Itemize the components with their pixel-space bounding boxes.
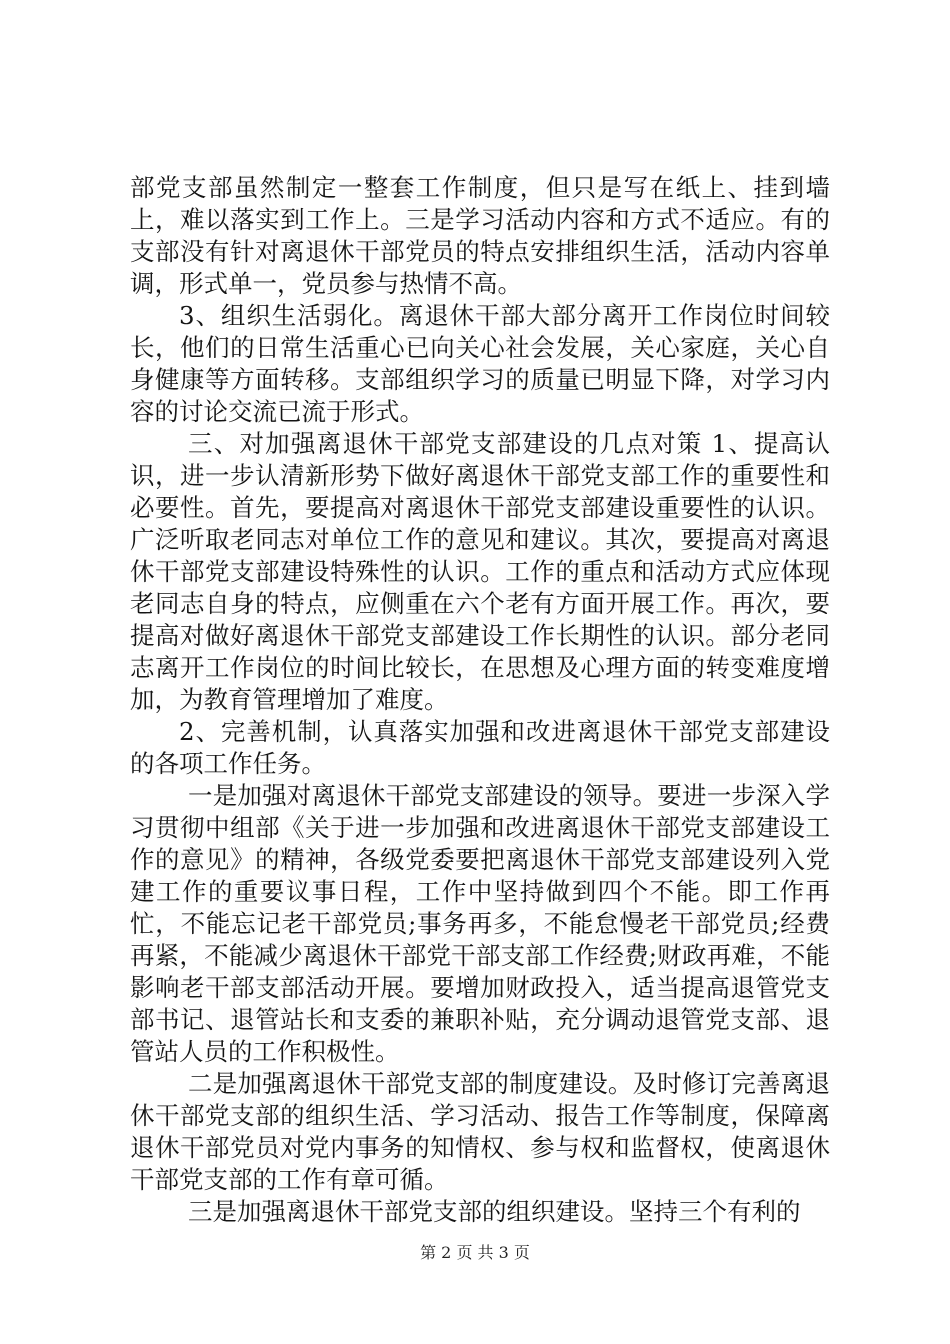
paragraph-7: 三是加强离退休干部党支部的组织建设。坚持三个有利的 [188, 1197, 801, 1226]
paragraph-1: 部党支部虽然制定一整套工作制度，但只是写在纸上、挂到墙上，难以落实到工作上。三是学习活动内容和方式不适应。有的支部没有针对离退休干部党员的特点安排组织生活，活动内容单调，形式单一，党员参与热情不高。 [130, 173, 830, 298]
paragraph-4: 2、完善机制，认真落实加强和改进离退休干部党支部建设的各项工作任务。 [130, 717, 830, 778]
paragraph-3: 三、对加强离退休干部党支部建设的几点对策 1、提高认识，进一步认清新形势下做好离退休干部党支部工作的重要性和必要性。首先，要提高对离退休干部党支部建设重要性的认识。广泛听取老同志对单位工作的意见和建议。其次，要提高对离退休干部党支部建设特殊性的认识。工作的重点和活动方式应体现老同志自身的特点，应侧重在六个老有方面开展工作。再次，要提高对做好离退休干部党支部建设工作长期性的认识。部分老同志离开工作岗位的时间比较长，在思想及心理方面的转变难度增加，为教育管理增加了难度。 [130, 429, 830, 714]
document-body [130, 172, 830, 1228]
paragraph-6: 二是加强离退休干部党支部的制度建设。及时修订完善离退休干部党支部的组织生活、学习活动、报告工作等制度，保障离退休干部党员对党内事务的知情权、参与权和监督权，使离退休干部党支部的工作有章可循。 [130, 1069, 830, 1194]
page-footer: 第 2 页 共 3 页 [420, 1243, 530, 1262]
paragraph-2: 3、组织生活弱化。离退休干部大部分离开工作岗位时间较长，他们的日常生活重心已向关心社会发展，关心家庭，关心自身健康等方面转移。支部组织学习的质量已明显下降，对学习内容的讨论交流已流于形式。 [130, 301, 830, 426]
paragraph-5: 一是加强对离退休干部党支部建设的领导。要进一步深入学习贯彻中组部《关于进一步加强和改进离退休干部党支部建设工作的意见》的精神，各级党委要把离退休干部党支部建设列入党建工作的重要议事日程，工作中坚持做到四个不能。即工作再忙，不能忘记老干部党员;事务再多，不能怠慢老干部党员;经费再紧，不能减少离退休干部党干部支部工作经费;财政再难，不能影响老干部支部活动开展。要增加财政投入，适当提高退管党支部书记、退管站长和支委的兼职补贴，充分调动退管党支部、退管站人员的工作积极性。 [130, 781, 830, 1066]
